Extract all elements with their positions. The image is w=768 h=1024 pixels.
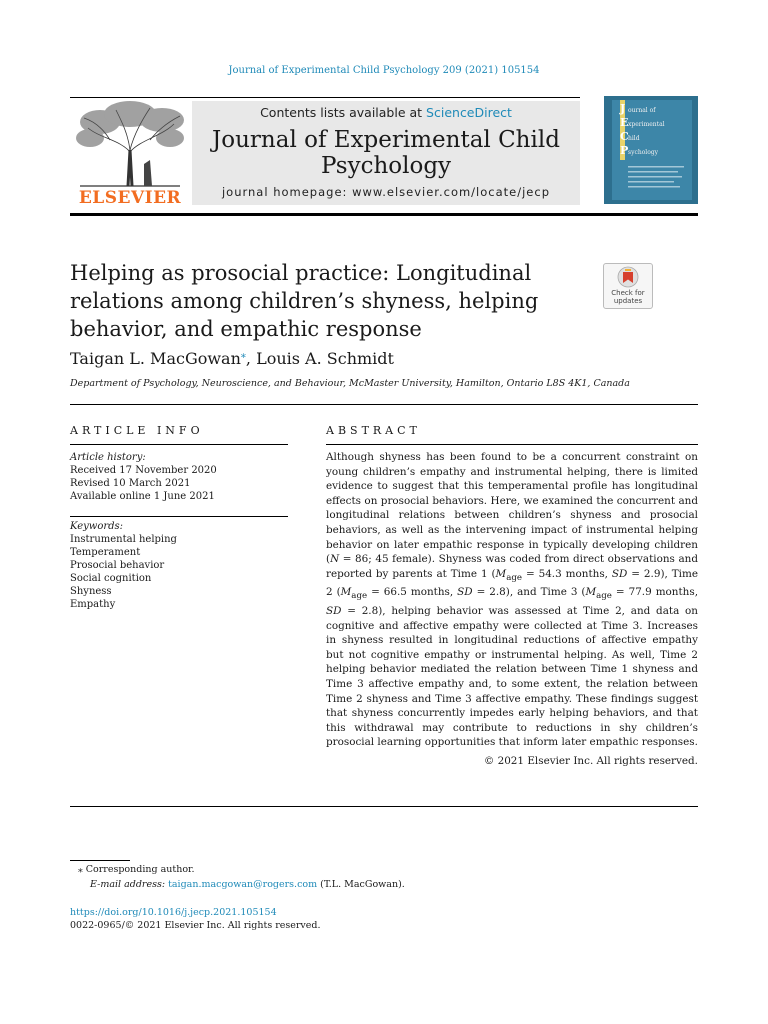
email-label: E-mail address: [90,879,169,890]
m-symbol: M [340,586,352,599]
age-subscript: age [351,591,368,602]
homepage-prefix: journal homepage: [221,185,353,199]
article-history [70,451,288,503]
contents-prefix: Contents lists available at [260,105,427,120]
abstract-part: = 77.9 months, [611,586,698,599]
keyword-item: Instrumental helping [70,534,177,545]
check-for-updates-label: Check for updates [611,289,645,305]
article-info-rule [70,444,288,445]
abstract-part: Although shyness has been found to be a concurrent constraint on young children’s empathy and instrumental helping, there is limited evidence to suggest that this temperamental profile has longitudinal effects on prosocial behaviors. Here, we examined the concurrent and longitudinal relations between children’s shyness and prosocial behaviors, as well as the intervening impact of instrumental helping behavior on later empathic response in typically developing children ( [326,451,698,566]
m-symbol: M [585,586,597,599]
author-list [70,349,394,368]
homepage-url[interactable]: www.elsevier.com/locate/jecp [352,185,551,199]
abstract-part: = 2.9), Time 2 ( [326,567,699,599]
keyword-item: Temperament [70,547,141,558]
cover-artwork [612,100,692,200]
affiliation-rule [70,404,698,405]
journal-cover-panel [612,100,692,200]
corresponding-author-mark[interactable]: ⁎ [240,349,246,361]
author-affiliation: Department of Psychology, Neuroscience, and Behaviour, McMaster University, Hamilton, Ontario L8S 4K1, Canada [70,378,630,389]
article-info-heading: ARTICLE INFO [70,424,204,437]
corresponding-author-note: ⁎ Corresponding author. [78,864,195,875]
header-top-rule [70,97,580,98]
abstract-part: = 54.3 months, [522,567,612,580]
abstract-heading: ABSTRACT [326,424,421,437]
history-received: Received 17 November 2020 [70,465,217,476]
header-bottom-rule [70,213,698,216]
author-separator: , [245,349,257,368]
doi-link[interactable]: https://doi.org/10.1016/j.jecp.2021.105154 [70,907,277,918]
publisher-wordmark: ELSEVIER [78,188,182,208]
journal-homepage [192,185,580,199]
cover-letter-c: C [620,130,629,143]
abstract-part: = 66.5 months, [367,586,458,599]
cover-letter-j: J [620,102,626,115]
email-suffix: (T.L. MacGowan). [317,879,405,890]
journal-citation-link[interactable]: Journal of Experimental Child Psychology 209 (2021) 105154 [228,65,540,76]
keywords-label: Keywords: [70,521,124,532]
keywords [70,520,288,611]
cover-line-2: xperimental [628,121,665,128]
footnote-rule [70,860,130,861]
sciencedirect-link[interactable]: ScienceDirect [426,105,512,120]
sd-symbol: SD [457,586,473,599]
bookmark-icon [604,264,652,290]
email-link[interactable]: taigan.macgowan@rogers.com [168,879,318,890]
journal-title: Journal of Experimental Child Psychology [212,127,560,179]
author-name[interactable]: Taigan L. MacGowan [70,349,241,368]
abstract-part: = 2.8), helping behavior was assessed at Time 2, and data on cognitive and affective empathy were collected at Time 3. Increases in shyness resulted in longitudinal reductions of affective empathy but not cognitive empathy or instrumental helping. As well, Time 2 helping behavior mediated the relation between Time 1 shyness and Time 3 affective empathy and, to some extent, the relation between Time 2 shyness and Time 3 affective empathy. These findings suggest that shyness concurrently impedes early helping behaviors, and that this withdrawal may contribute to reductions in shy children’s prosocial learning opportunities that inform later empathic responses. [326,605,698,749]
m-symbol: M [495,567,507,580]
cover-line-4: sychology [628,149,659,156]
history-online: Available online 1 June 2021 [70,491,215,502]
cover-letter-p: P [620,144,629,157]
contents-line [192,105,580,120]
age-subscript: age [506,572,523,583]
cover-line-3: hild [628,135,640,142]
history-label: Article history: [70,452,146,463]
email-note [90,879,405,890]
body-end-rule [70,806,698,807]
sd-symbol: SD [326,605,342,618]
keyword-item: Empathy [70,599,116,610]
history-revised: Revised 10 March 2021 [70,478,191,489]
keywords-rule [70,516,288,517]
n-symbol: N [330,553,340,566]
abstract-part: = 2.8), and Time 3 ( [472,586,586,599]
issn-copyright-line: 0022-0965/© 2021 Elsevier Inc. All rights reserved. [70,920,321,931]
abstract-rule [326,444,698,445]
keyword-item: Social cognition [70,573,152,584]
tree-icon [70,100,190,188]
article-title: Helping as prosocial practice: Longitudinal relations among children’s shyness, helping behavior, and empathic response [70,261,539,341]
keyword-item: Shyness [70,586,112,597]
abstract-copyright: © 2021 Elsevier Inc. All rights reserved. [483,755,698,767]
abstract-text [326,450,698,750]
age-subscript: age [596,591,612,602]
abstract-part: = 86; 45 female). Shyness was coded from direct observations and reported by parents at Time 1 ( [326,553,698,580]
author-name[interactable]: Louis A. Schmidt [256,349,394,368]
cover-line-1: ournal of [628,107,656,114]
sd-symbol: SD [611,567,628,580]
cover-letter-e: E [620,116,629,129]
keyword-item: Prosocial behavior [70,560,165,571]
